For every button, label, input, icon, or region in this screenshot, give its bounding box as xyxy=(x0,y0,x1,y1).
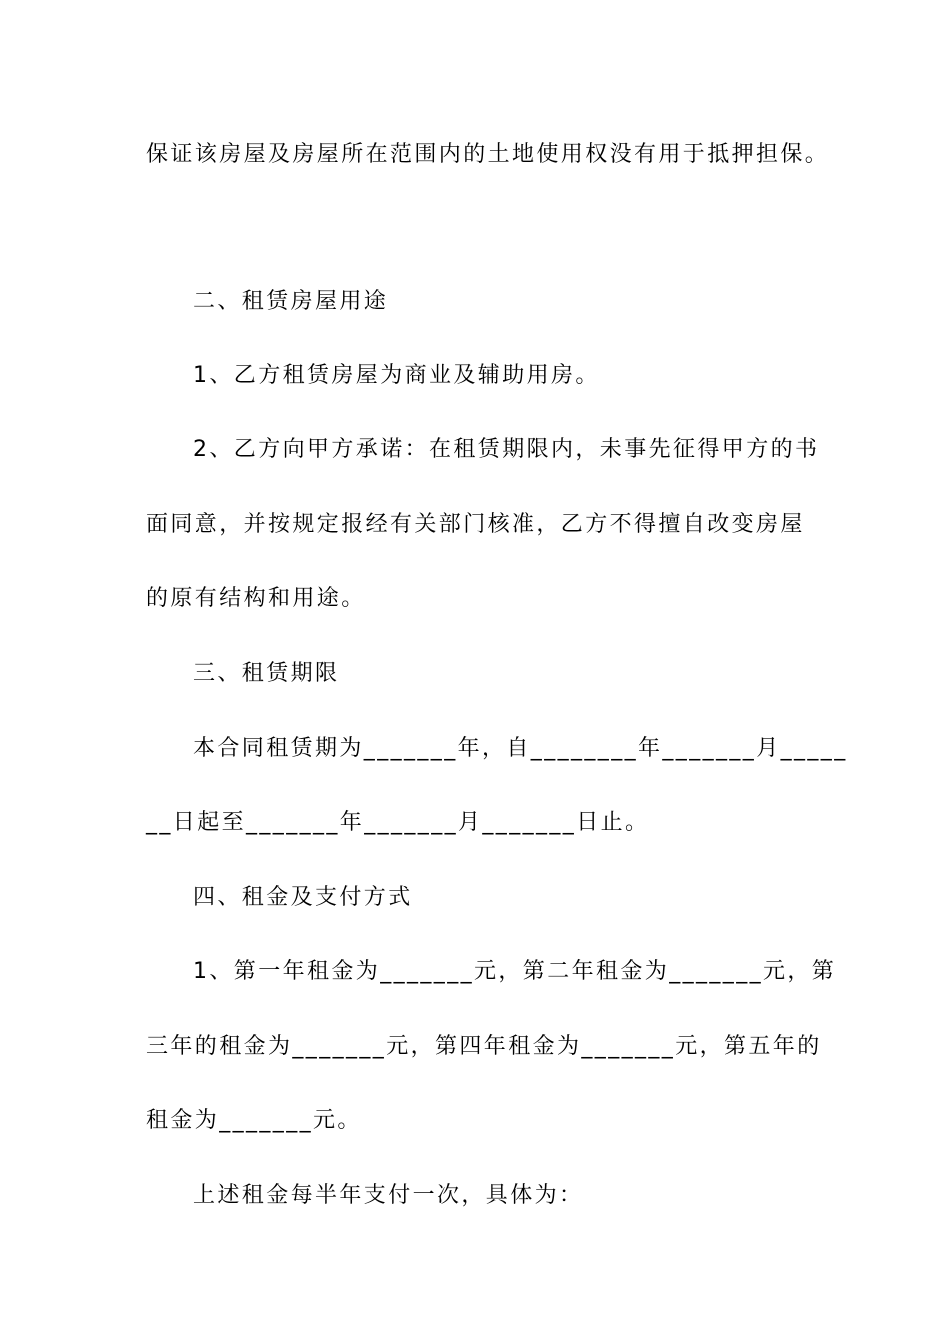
section-heading-4: 四、租金及支付方式 xyxy=(193,885,413,910)
text-line-1: 保证该房屋及房屋所在范围内的土地使用权没有用于抵押担保。 xyxy=(146,142,830,167)
text-line-3: 1、乙方租赁房屋为商业及辅助用房。 xyxy=(193,363,600,388)
text-line-11: 1、第一年租金为_______元，第二年租金为_______元，第 xyxy=(193,959,837,984)
text-line-4: 2、乙方向甲方承诺：在租赁期限内，未事先征得甲方的书 xyxy=(193,437,820,462)
text-line-5: 面同意，并按规定报经有关部门核准，乙方不得擅自改变房屋 xyxy=(146,512,805,537)
text-line-12: 三年的租金为_______元，第四年租金为_______元，第五年的 xyxy=(146,1034,822,1059)
text-line-8: 本合同租赁期为_______年，自________年_______月_____ xyxy=(193,736,848,761)
text-line-6: 的原有结构和用途。 xyxy=(146,586,366,611)
text-line-14: 上述租金每半年支付一次，具体为： xyxy=(193,1183,584,1208)
section-heading-3: 三、租赁期限 xyxy=(193,661,340,686)
text-line-9: __日起至_______年_______月_______日止。 xyxy=(146,810,650,835)
text-line-13: 租金为_______元。 xyxy=(146,1108,362,1133)
section-heading-2: 二、租赁房屋用途 xyxy=(193,289,389,314)
